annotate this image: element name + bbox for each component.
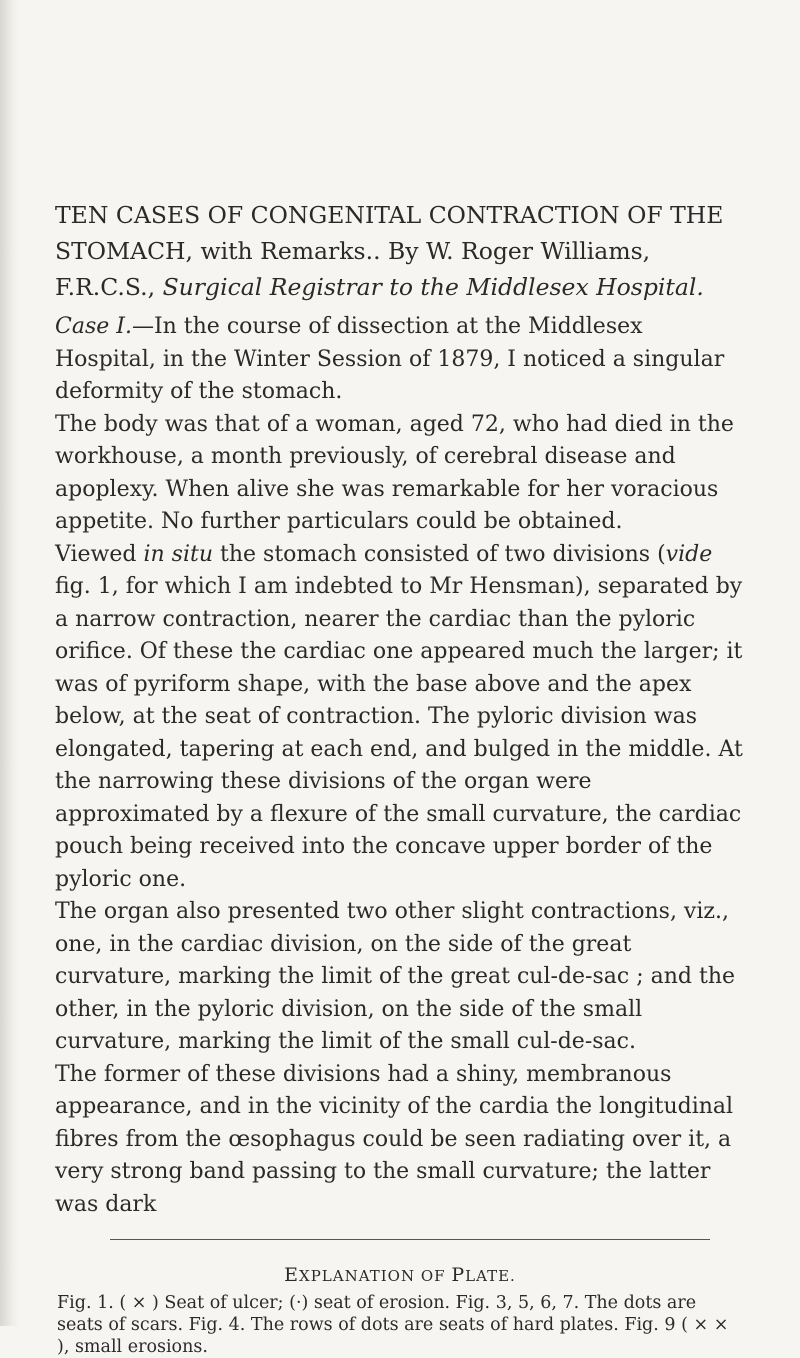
- case-1-paragraph-2: The body was that of a woman, aged 72, who had died in the workhouse, a month previously, of cerebral disease and apoplexy. When alive she was remarkable for her voracious appetite. No further particulars could be obtained.: [55, 411, 734, 534]
- italic-vide: vide: [665, 541, 713, 567]
- title-line-2: STOMACH, with Remarks.. By W. Roger Williams,: [55, 237, 651, 265]
- explanation-heading: [55, 1264, 745, 1286]
- title-line-1: TEN CASES OF CONGENITAL CONTRACTION OF THE: [55, 201, 724, 229]
- author-position: Surgical Registrar to the Middlesex Hospital.: [162, 273, 704, 301]
- heading-initial: E: [284, 1264, 300, 1286]
- title-line-3: [55, 269, 745, 305]
- page-gutter-shadow: [0, 0, 18, 1326]
- case-label: Case I.: [55, 314, 132, 339]
- case-1-paragraph-1: [55, 311, 745, 409]
- italic-in-situ: in situ: [143, 541, 214, 567]
- explanation-of-plate-text: Fig. 1. ( × ) Seat of ulcer; (·) seat of erosion. Fig. 3, 5, 6, 7. The dots are seats of scars. Fig. 4. The rows of dots are seats of hard plates. Fig. 9 ( × × ), small erosions.: [57, 1293, 729, 1357]
- case-1-paragraph-4: The organ also presented two other slight contractions, viz., one, in the cardiac division, on the side of the great curvature, marking the limit of the great cul-de-sac ; and the other, in the pyloric division, on the side of the small curvature, marking the limit of the small cul-de-sac.: [55, 899, 736, 1054]
- case-1-paragraph-3: [55, 539, 745, 897]
- heading-initial: P: [451, 1264, 466, 1286]
- divider-rule: [110, 1239, 710, 1240]
- author-credentials: F.R.C.S.,: [55, 273, 163, 301]
- heading-smallcaps: XPLANATION OF: [299, 1267, 452, 1285]
- text-run: the stomach consisted of two divisions (: [213, 541, 666, 567]
- article-title: [55, 197, 745, 305]
- text-run: fig. 1, for which I am indebted to Mr Hensman), separated by a narrow contraction, nearer the cardiac than the pyloric orifice. Of these the cardiac one appeared much the larger; it was of pyriform shape, with the base above and the apex below, at the seat of contraction. The pyloric division was elongated, tapering at each end, and bulged in the middle. At the narrowing these divisions of the organ were approximated by a flexure of the small curvature, the cardiac pouch being received into the concave upper border of the pyloric one.: [55, 574, 743, 892]
- case-1-intro-text: —In the course of dissection at the Middlesex Hospital, in the Winter Session of 1879, I noticed a singular deformity of the stomach.: [55, 314, 725, 404]
- text-run: Viewed: [55, 541, 144, 567]
- case-1-paragraph-5: The former of these divisions had a shiny, membranous appearance, and in the vicinity of the cardia the longitudinal fibres from the œsophagus could be seen radiating over it, a very strong band passing to the small curvature; the latter was dark: [55, 1061, 734, 1217]
- heading-smallcaps: LATE.: [465, 1267, 516, 1285]
- page-content: [55, 197, 745, 1358]
